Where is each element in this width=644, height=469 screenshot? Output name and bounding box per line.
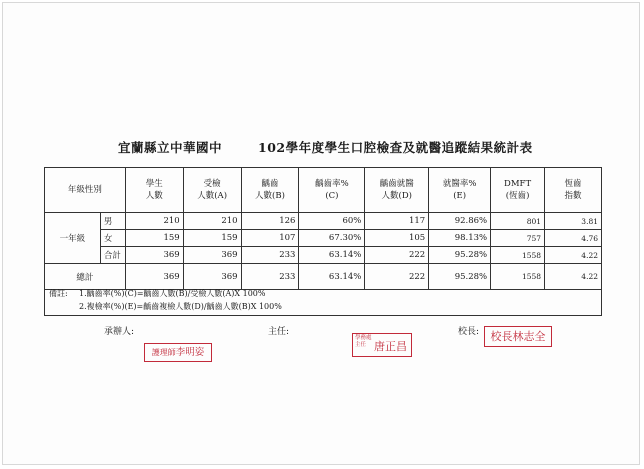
dmft-cell: 757 (491, 230, 545, 247)
notes-label: 備註: (49, 289, 68, 298)
nurse-stamp-title: 護理師 (151, 348, 176, 357)
treated-cell: 117 (365, 213, 429, 230)
caries-rate-cell: 63.14% (299, 247, 365, 264)
sex-cell: 男 (100, 213, 125, 230)
table-row (45, 213, 602, 230)
header-examined: 受檢 人數(A) (183, 168, 241, 213)
header-treated: 齲齒就醫 人數(D) (365, 168, 429, 213)
caries-cell: 107 (241, 230, 299, 247)
treat-rate-cell: 95.28% (429, 247, 491, 264)
header-row (45, 168, 602, 213)
dmft-cell: 1558 (491, 247, 545, 264)
nurse-stamp (144, 343, 212, 362)
caries-cell: 233 (241, 264, 299, 290)
header-dmft: DMFT (恆齒) (491, 168, 545, 213)
note-caries-rate: 1.齲齒率(%)(C)=齲齒人數(B)/受檢人數(A)X 100% (79, 289, 266, 298)
treated-cell: 222 (365, 264, 429, 290)
treated-cell: 105 (365, 230, 429, 247)
note-recheck-rate: 2.複檢率(%)(E)=齲齒複檢人數(D)/齲齒人數(B)X 100% (79, 302, 282, 311)
examined-cell: 210 (183, 213, 241, 230)
treat-rate-cell: 92.86% (429, 213, 491, 230)
handler-signature-label: 承辦人: (104, 327, 135, 337)
header-perm-index: 恆齒 指數 (545, 168, 602, 213)
examined-cell: 159 (183, 230, 241, 247)
director-stamp (352, 333, 412, 357)
perm-index-cell: 4.76 (545, 230, 602, 247)
statistics-table (44, 167, 602, 290)
perm-index-cell: 4.22 (545, 247, 602, 264)
caries-rate-cell: 63.14% (299, 264, 365, 290)
caries-cell: 233 (241, 247, 299, 264)
table-row (45, 230, 602, 247)
students-cell: 369 (125, 264, 183, 290)
nurse-stamp-name: 李明姿 (175, 347, 205, 358)
notes-box (44, 286, 602, 316)
perm-index-cell: 4.22 (545, 264, 602, 290)
caries-rate-cell: 67.30% (299, 230, 365, 247)
caries-rate-cell: 60% (299, 213, 365, 230)
dmft-cell: 1558 (491, 264, 545, 290)
header-treat-rate: 就醫率% (E) (429, 168, 491, 213)
sex-cell: 女 (100, 230, 125, 247)
students-cell: 369 (125, 247, 183, 264)
examined-cell: 369 (183, 264, 241, 290)
director-stamp-name: 唐正昌 (374, 340, 407, 353)
perm-index-cell: 3.81 (545, 213, 602, 230)
treat-rate-cell: 98.13% (429, 230, 491, 247)
total-label: 總計 (45, 264, 126, 290)
principal-stamp: 校長林志全 (484, 326, 552, 347)
treat-rate-cell: 95.28% (429, 264, 491, 290)
header-caries: 齲齒 人數(B) (241, 168, 299, 213)
caries-cell: 126 (241, 213, 299, 230)
header-grade-sex: 年級性別 (45, 168, 126, 213)
sex-cell: 合計 (100, 247, 125, 264)
director-stamp-title: 學務處主任 (355, 335, 372, 348)
report-title: 102學年度學生口腔檢查及就醫追蹤結果統計表 (258, 140, 533, 155)
treated-cell: 222 (365, 247, 429, 264)
table-row (45, 247, 602, 264)
header-caries-rate: 齲齒率% (C) (299, 168, 365, 213)
examined-cell: 369 (183, 247, 241, 264)
students-cell: 159 (125, 230, 183, 247)
school-name: 宜蘭縣立中華國中 (118, 140, 223, 155)
students-cell: 210 (125, 213, 183, 230)
header-students: 學生 人數 (125, 168, 183, 213)
grade-label: 一年級 (45, 213, 101, 264)
principal-signature-label: 校長: (458, 327, 480, 337)
director-signature-label: 主任: (268, 327, 290, 337)
dmft-cell: 801 (491, 213, 545, 230)
